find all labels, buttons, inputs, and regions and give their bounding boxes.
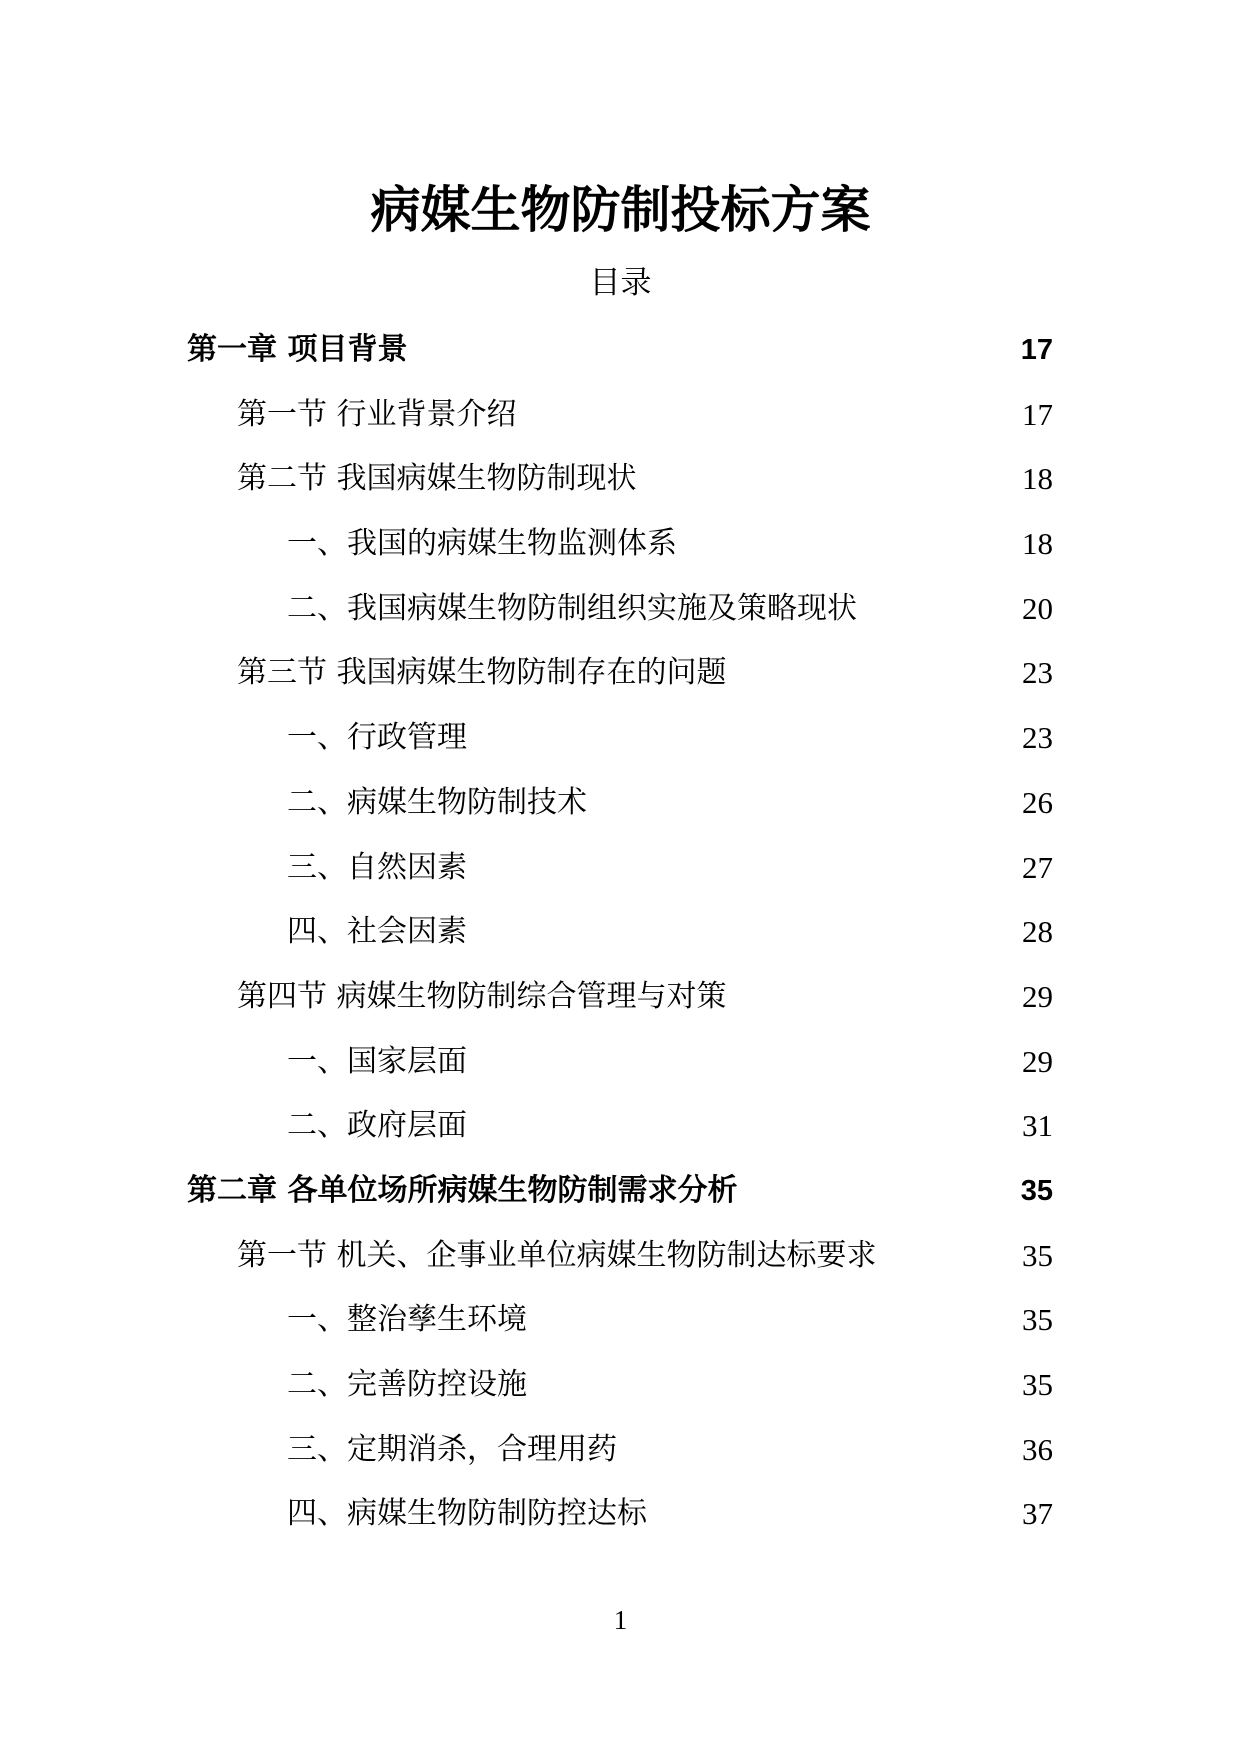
toc-entry-page: 35 — [1022, 1237, 1053, 1273]
toc-entry[interactable] — [0, 1365, 1241, 1430]
toc-entry[interactable] — [0, 1236, 1241, 1301]
toc-entry-page: 17 — [1022, 396, 1053, 432]
toc-entry-title: 第一章 项目背景 — [187, 332, 408, 367]
toc-entry[interactable] — [0, 977, 1241, 1042]
toc-entry-title: 一、国家层面 — [287, 1043, 467, 1079]
toc-entry-page: 18 — [1022, 526, 1053, 562]
toc-entry-page: 23 — [1022, 655, 1053, 691]
toc-entry-page: 26 — [1022, 784, 1053, 820]
toc-entry-title: 第四节 病媒生物防制综合管理与对策 — [237, 978, 727, 1014]
toc-entry-title: 四、病媒生物防制防控达标 — [287, 1496, 647, 1532]
toc-entry-title: 一、整治孳生环境 — [287, 1302, 527, 1338]
toc-entry-title: 四、社会因素 — [287, 914, 467, 950]
toc-entry-title: 第一节 行业背景介绍 — [237, 396, 517, 432]
toc-entry-title: 二、完善防控设施 — [287, 1367, 527, 1402]
toc-entry[interactable] — [0, 1300, 1241, 1365]
toc-entry[interactable] — [0, 1430, 1241, 1495]
toc-entry-title: 三、自然因素 — [287, 849, 467, 885]
toc-entry[interactable] — [0, 524, 1241, 589]
toc-entry[interactable] — [0, 1494, 1241, 1559]
toc-entry-page: 23 — [1022, 720, 1053, 756]
toc-entry-title: 三、定期消杀，合理用药 — [287, 1431, 617, 1467]
toc-entry[interactable] — [0, 459, 1241, 524]
table-of-contents — [0, 330, 1241, 1559]
toc-entry-page: 35 — [1022, 1367, 1053, 1402]
toc-entry-page: 31 — [1022, 1108, 1053, 1144]
toc-heading: 目录 — [589, 265, 652, 301]
document-title: 病媒生物防制投标方案 — [370, 181, 871, 239]
toc-entry-title: 二、病媒生物防制技术 — [287, 784, 587, 820]
toc-entry-title: 第二节 我国病媒生物防制现状 — [237, 461, 637, 497]
toc-entry[interactable] — [0, 718, 1241, 783]
toc-entry[interactable] — [0, 912, 1241, 977]
toc-entry-page: 27 — [1022, 849, 1053, 885]
toc-entry[interactable] — [0, 589, 1241, 654]
toc-entry-title: 二、我国病媒生物防制组织实施及策略现状 — [287, 590, 857, 626]
toc-entry-title: 第三节 我国病媒生物防制存在的问题 — [237, 655, 727, 691]
toc-entry[interactable] — [0, 1171, 1241, 1236]
toc-entry-page: 37 — [1022, 1496, 1053, 1532]
toc-entry-page: 18 — [1022, 461, 1053, 497]
toc-entry[interactable] — [0, 395, 1241, 460]
toc-entry-page: 20 — [1022, 590, 1053, 626]
toc-entry-page: 29 — [1022, 978, 1053, 1014]
toc-entry[interactable] — [0, 783, 1241, 848]
toc-entry-page: 28 — [1022, 914, 1053, 950]
toc-entry[interactable] — [0, 330, 1241, 395]
toc-entry-page: 35 — [1022, 1302, 1053, 1338]
toc-entry[interactable] — [0, 653, 1241, 718]
toc-entry[interactable] — [0, 1042, 1241, 1107]
toc-entry-title: 一、我国的病媒生物监测体系 — [287, 526, 677, 562]
toc-entry[interactable] — [0, 1106, 1241, 1171]
toc-entry-title: 第二章 各单位场所病媒生物防制需求分析 — [187, 1172, 738, 1208]
toc-entry-page: 17 — [1020, 334, 1053, 366]
toc-entry-title: 二、政府层面 — [287, 1108, 467, 1144]
toc-entry-page: 36 — [1022, 1431, 1053, 1467]
page-number: 1 — [613, 1605, 628, 1635]
toc-entry-page: 29 — [1022, 1043, 1053, 1079]
toc-entry[interactable] — [0, 848, 1241, 913]
toc-entry-title: 第一节 机关、企事业单位病媒生物防制达标要求 — [237, 1237, 877, 1273]
toc-entry-page: 35 — [1020, 1174, 1053, 1207]
toc-entry-title: 一、行政管理 — [287, 720, 467, 756]
